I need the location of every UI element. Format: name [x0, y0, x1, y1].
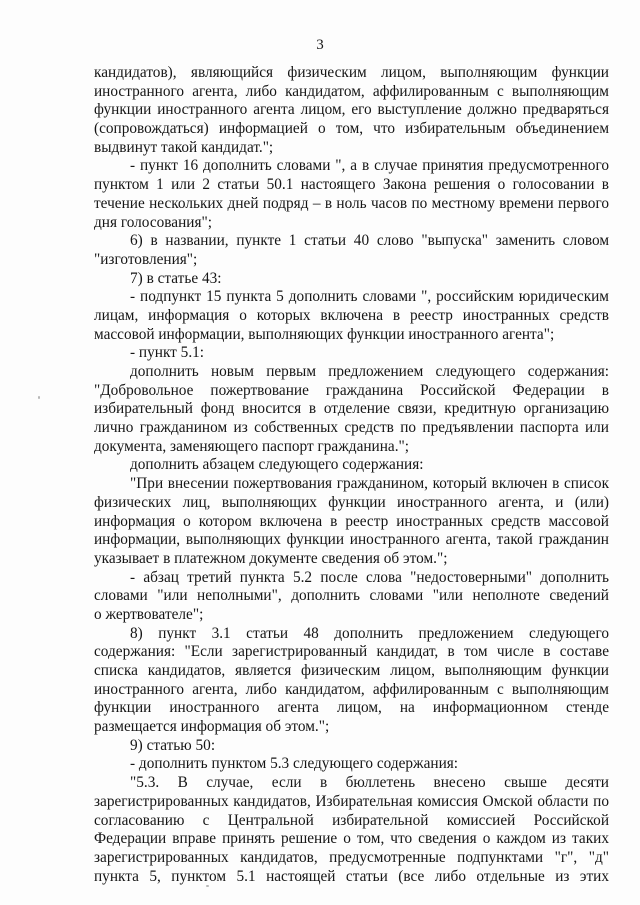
text-line: выдвинут такой кандидат.";: [94, 138, 274, 156]
text-line: "изготовления";: [94, 250, 198, 268]
text-line: 9) статью 50:: [130, 736, 216, 754]
paragraph: [94, 456, 609, 475]
text-line: - абзац третий пункта 5.2 после слова "недостоверными" дополнить: [130, 568, 609, 586]
text-line: зарегистрированных кандидатов, предусмотренные подпунктами "г", "д": [94, 848, 609, 866]
text-line: "При внесении пожертвования гражданином, который включен в список: [130, 475, 609, 493]
text-line: - пункт 5.1:: [130, 344, 205, 362]
text-line: функции иностранного агента лицом, его выступление должно предваряться: [94, 101, 609, 119]
paragraph: [94, 625, 609, 737]
scan-speck: [206, 885, 209, 887]
text-line: кандидатов), являющийся физическим лицом, выполняющим функции: [94, 64, 609, 81]
paragraph: [94, 737, 609, 756]
text-line: "Добровольное пожертвование гражданина Российской Федерации в: [94, 381, 609, 399]
text-line: иностранного агента, либо кандидатом, аффилированным с выполняющим: [94, 680, 609, 698]
text-line: массовой информации, выполняющих функции иностранного агента";: [94, 325, 555, 343]
text-line: "5.3. В случае, если в бюллетень внесено свыше десяти: [130, 774, 609, 792]
text-line: Федерации вправе принять решение о том, что сведения о каждом из таких: [94, 830, 609, 848]
text-line: физических лиц, выполняющих функции иностранного агента, и (или): [94, 493, 609, 511]
paragraph: [94, 344, 609, 363]
text-line: пунктом 1 или 2 статьи 50.1 настоящего Закона решения о голосовании в: [94, 176, 609, 194]
paragraph: [94, 157, 609, 232]
text-line: информации, выполняющих функции иностранного агента, такой гражданин: [94, 531, 609, 549]
paragraph: [94, 475, 609, 568]
scan-speck: [38, 396, 40, 399]
text-line: - пункт 16 дополнить словами ", а в случае принятия предусмотренного: [130, 157, 609, 175]
text-line: дня голосования";: [94, 213, 212, 231]
text-line: (сопровождаться) информацией о том, что избирательным объединением: [94, 120, 609, 138]
paragraph: [94, 363, 609, 456]
text-line: 6) в названии, пункте 1 статьи 40 слово "выпуска" заменить словом: [130, 232, 609, 250]
paragraph: [94, 569, 609, 625]
paragraph: [94, 288, 609, 344]
text-line: указывает в платежном документе сведения об этом.";: [94, 549, 448, 567]
page-number: 3: [316, 37, 324, 53]
text-line: словами "или неполными", дополнить словами "или неполноте сведений: [94, 587, 609, 605]
text-line: функции иностранного агента лицом, на информационном стенде: [94, 699, 609, 717]
text-line: течение нескольких дней подряд – в ноль часов по местному времени первого: [94, 194, 609, 212]
paragraph: [94, 232, 609, 269]
text-line: размещается информация об этом.";: [94, 718, 330, 736]
paragraph: [94, 774, 609, 886]
text-line: зарегистрированных кандидатов, Избирательная комиссия Омской области по: [94, 792, 609, 810]
text-line: информация о котором включена в реестр иностранных средств массовой: [94, 512, 609, 530]
text-line: иностранного агента, либо кандидатом, аффилированным с выполняющим: [94, 82, 609, 100]
text-line: дополнить новым первым предложением следующего содержания:: [130, 363, 609, 380]
text-line: согласованию с Центральной избирательной комиссией Российской: [94, 811, 609, 829]
text-line: пункта 5, пунктом 5.1 настоящей статьи (все либо отдельные из этих: [94, 867, 609, 885]
text-line: - подпункт 15 пункта 5 дополнить словами ", российским юридическим: [130, 288, 609, 306]
text-line: 7) в статье 43:: [130, 269, 222, 287]
text-line: документа, заменяющего паспорт гражданина.";: [94, 437, 410, 455]
text-line: лично гражданином из собственных средств по предъявлении паспорта или: [94, 419, 609, 437]
text-line: избирательный фонд вносится в отделение связи, кредитную организацию: [94, 400, 609, 418]
text-line: - дополнить пунктом 5.3 следующего содержания:: [130, 755, 459, 773]
paragraph: [94, 755, 609, 774]
text-line: лицам, информация о которых включена в реестр иностранных средств: [94, 306, 609, 324]
text-line: содержания: "Если зарегистрированный кандидат, в том числе в составе: [94, 643, 609, 661]
paragraph: [94, 270, 609, 289]
text-line: 8) пункт 3.1 статьи 48 дополнить предложением следующего: [130, 624, 609, 642]
document-body: [94, 64, 609, 886]
paragraph: [94, 64, 609, 157]
text-line: списка кандидатов, является физическим лицом, выполняющим функции: [94, 662, 609, 679]
text-line: дополнить абзацем следующего содержания:: [130, 456, 424, 474]
text-line: о жертвователе";: [94, 605, 204, 623]
